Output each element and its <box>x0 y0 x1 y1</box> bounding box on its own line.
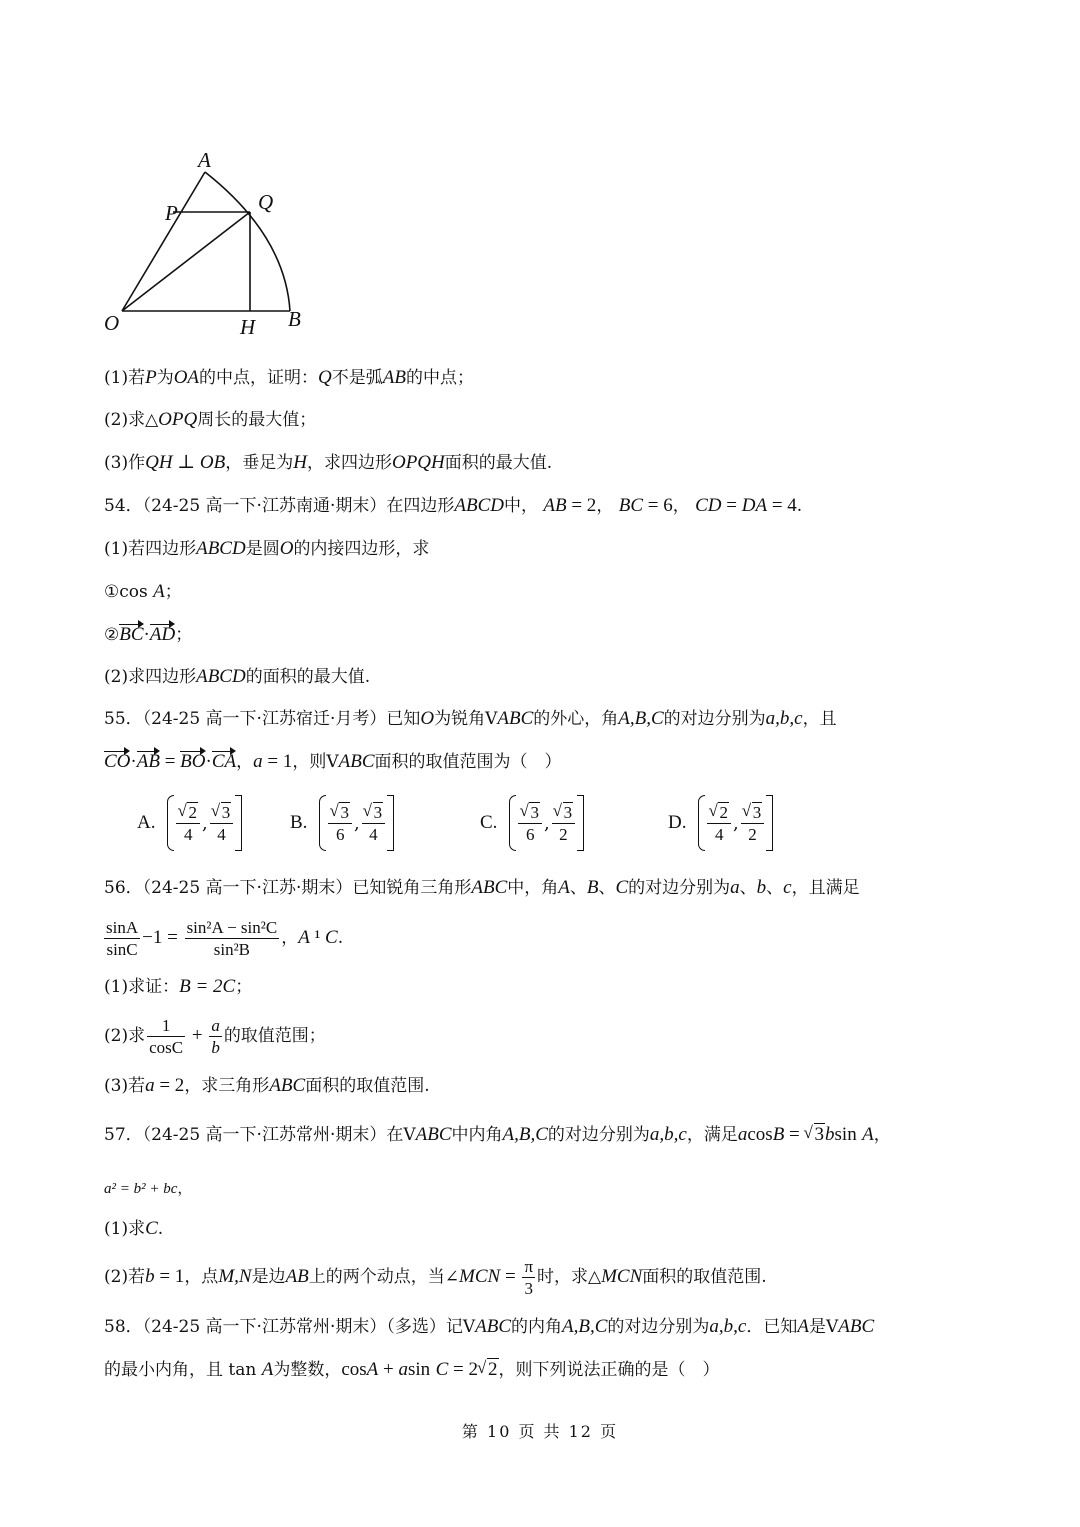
q56-part3: (3)若a = 2，求三角形ABC面积的取值范围. <box>104 1075 430 1096</box>
q54-sub2: ②BC·AD； <box>104 624 193 645</box>
q54-part2: (2)求四边形ABCD的面积的最大值. <box>104 666 371 687</box>
q58-stem-line1: 58．（24-25 高一下·江苏常州·期末）（多选）记VABC的内角A,B,C的对边分别为a,b,c．已知A是VABC <box>104 1316 875 1337</box>
segment-OQ <box>122 212 250 311</box>
q56-stem: 56．（24-25 高一下·江苏·期末）已知锐角三角形ABC中，角A、B、C的对边分别为a、b、c，且满足 <box>104 877 860 898</box>
q55-stem: 55．（24-25 高一下·江苏宿迁·月考）已知O为锐角VABC的外心，角A,B,C的对边分别为a,b,c，且 <box>104 708 837 729</box>
q56-condition: $\frac{\sin A}{\sin C}$ −1 = $\frac{\text{sin²A − sin²C}}{\text{sin²B}}$ ，A ¹ C. <box>106 918 344 959</box>
q53-part2: (2)求△OPQ周长的最大值； <box>104 409 317 430</box>
q54-part1: (1)若四边形ABCD是圆O的内接四边形，求 <box>104 538 430 559</box>
q57-stem: 57．（24-25 高一下·江苏常州·期末）在VABC中内角A,B,C的对边分别为a,b,c，满足acosB = √ 3bsin A， <box>104 1123 891 1147</box>
page-footer: 第 10 页 共 12 页 <box>461 1422 619 1441</box>
q53-part1: (1)若P为OA的中点，证明：Q不是弧AB的中点； <box>104 367 474 388</box>
arc-AB <box>205 172 290 311</box>
q53-part3: (3)作QH ⊥ OB，垂足为H，求四边形OPQH面积的最大值. <box>104 452 553 473</box>
label-Q: Q <box>258 190 274 214</box>
label-H: H <box>240 315 256 339</box>
q58-stem-line2: 的最小内角，且 tan A为整数，cosA + asin C = 2√ 2，则下列说法正确的是（ ） <box>104 1358 720 1382</box>
q55-condition: CO·AB = BO·CA，a = 1，则VABC面积的取值范围为（ ） <box>104 751 562 772</box>
q55-option-b[interactable]: B. √ $\frac{3}{6}$ , √ $\frac{3}{4}$ <box>290 795 394 851</box>
q55-option-d[interactable]: D. √ $\frac{2}{4}$ , √ $\frac{3}{2}$ <box>668 795 773 851</box>
q55-option-c[interactable]: C. √ $\frac{3}{6}$ , √ $\frac{3}{2}$ <box>480 795 584 851</box>
q57-part1: (1)求C. <box>104 1218 164 1239</box>
q54-stem: 54．（24-25 高一下·江苏南通·期末）在四边形ABCD中， AB = 2， BC = 6， CD = DA = 4. <box>104 495 803 516</box>
label-B: B <box>288 307 301 331</box>
q57-part2: (2)若b = 1，点M,N是边AB上的两个动点，当∠MCN = $\frac{\pi}{3}$ 时，求△MCN面积的取值范围. <box>104 1257 767 1298</box>
q57-condition2: a² = b² + bc， <box>104 1179 193 1197</box>
label-P: P <box>165 201 178 225</box>
q56-part2: (2)求 $\frac{1}{\cos C}$ + $\frac{a}{b}$ 的取值范围； <box>104 1016 326 1057</box>
sector-figure <box>100 145 320 345</box>
q55-option-a[interactable]: A. √ $\frac{2}{4}$ , √ $\frac{3}{4}$ <box>137 795 242 851</box>
q56-part1: (1)求证：B = 2C； <box>104 976 253 997</box>
segment-OA <box>122 172 205 311</box>
label-A: A <box>198 148 211 172</box>
label-O: O <box>104 311 120 335</box>
q54-sub1: ①cos A； <box>104 581 182 602</box>
